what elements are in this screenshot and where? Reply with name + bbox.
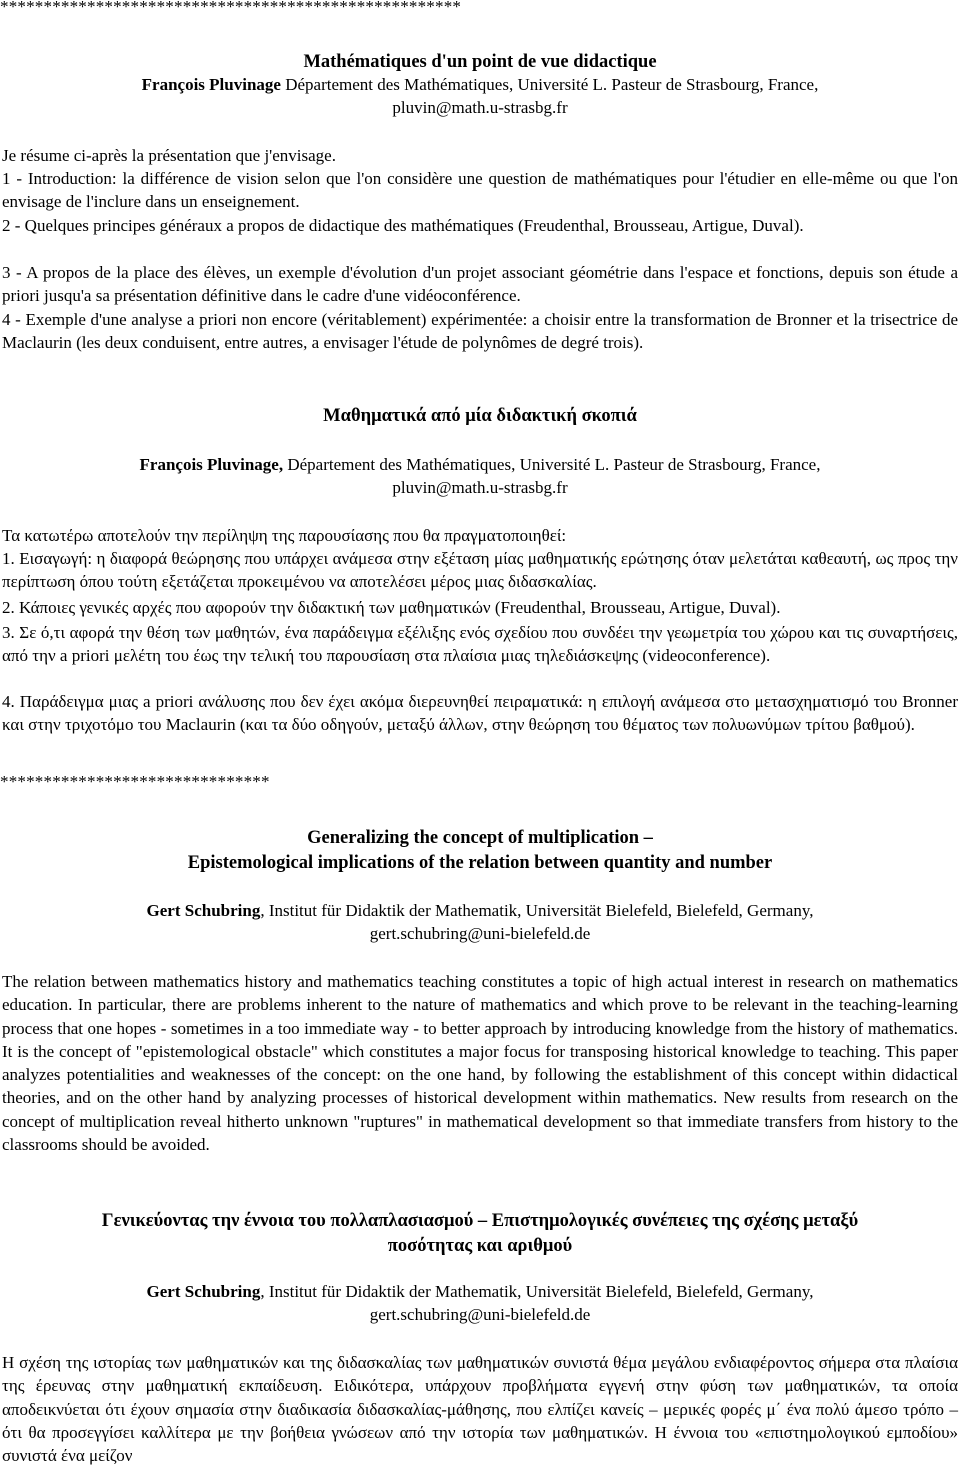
paper2-gr-author-line <box>0 1280 960 1304</box>
paper1-intro: Je résume ci-après la présentation que j'envisage. <box>2 146 336 165</box>
paper2-gr-affiliation: , Institut für Didaktik der Mathematik, Universität Bielefeld, Bielefeld, Germany, <box>260 1282 814 1301</box>
paper1-title: Mathématiques d'un point de vue didactique <box>303 52 657 72</box>
paper1-gr-item-1: 1. Εισαγωγή: η διαφορά θεώρησης που υπάρχει ανάμεσα στην εξέταση μίας μαθηματικής ερώτησης όταν μελετάται καθεαυτή, ως προς την περίπτωση όπου τούτη εξετάζεται προκειμένου να αποτελέσει μέρος μιας διδασκαλίας. <box>2 549 958 592</box>
paper1-gr-author: François Pluvinage, <box>139 455 284 474</box>
paper2-gr-author: Gert Schubring <box>146 1282 261 1301</box>
paper2-title-line2: Epistemological implications of the relation between quantity and number <box>187 853 773 873</box>
paper2-title-line1: Generalizing the concept of multiplication – <box>307 828 653 848</box>
separator-top: ***************************************************** <box>0 0 462 16</box>
separator-mid: ******************************* <box>0 772 270 791</box>
paper2-affiliation: , Institut für Didaktik der Mathematik, Universität Bielefeld, Bielefeld, Germany, <box>260 901 814 920</box>
paper1-author-line <box>0 73 960 97</box>
paper2-gr-title-line1: Γενικεύοντας την έννοια του πολλαπλασιασμού – Επιστημολογικές συνέπειες της σχέσης μεταξύ <box>101 1211 859 1231</box>
paper1-gr-item-3: 3. Σε ό,τι αφορά την θέση των μαθητών, ένα παράδειγμα εξέλιξης ενός σχεδίου που συνδέει την γεωμετρία του χώρου και τις συναρτήσεις, από την a priori μελέτη του έως την τελική του παρουσίαση στα πλαίσια μιας τηλεδιάσκεψης (videoconference). <box>2 623 958 666</box>
paper1-gr-title: Μαθηματικά από μία διδακτική σκοπιά <box>323 406 637 426</box>
paper2-abstract: The relation between mathematics history and mathematics teaching constitutes a topic of high actual interest in research on mathematics education. In particular, there are problems inherent to the nature of mathematics and which prove to be relevant in the teaching-learning process that one hopes - sometimes in a too immediate way - to better approach by introducing knowledge from the history of mathematics. It is the concept of "epistemological obstacle" which constitutes a major focus for transposing historical knowledge to teaching. This paper analyzes potentialities and weaknesses of the concept: on the one hand, by following the establishment of this concept within didactical theories, and on the other hand by analyzing processes of historical development within mathematics. New results from research on the concept of multiplication reveal hitherto unknown "ruptures" in mathematical development so that immediate transfers from history to the classrooms should be avoided. <box>2 972 958 1155</box>
paper1-item-2: 2 - Quelques principes généraux a propos de didactique des mathématiques (Freudenthal, Brousseau, Artigue, Duval). <box>2 216 804 235</box>
paper1-item-3: 3 - A propos de la place des élèves, un exemple d'évolution d'un projet associant géométrie dans l'espace et fonctions, depuis son étude a priori jusqu'a sa présentation définitive dans le cadre d'une vidéoconférence. <box>2 263 958 306</box>
paper1-author: François Pluvinage <box>141 75 281 94</box>
paper2-gr-email: gert.schubring@uni-bielefeld.de <box>369 1305 591 1324</box>
paper2-email: gert.schubring@uni-bielefeld.de <box>369 924 591 943</box>
paper1-gr-item-4: 4. Παράδειγμα μιας a priori ανάλυσης που δεν έχει ακόμα διερευνηθεί πειραματικά: η επιλογή ανάμεσα στο μετασχηματισμό του Bronner και στην τριχοτόμο του Maclaurin (και τα δύο οδηγούν, μεταξύ άλλων, στην θεώρηση του θέματος των πολυωνύμων τρίτου βαθμού). <box>2 692 958 735</box>
paper1-affiliation: Département des Mathématiques, Université L. Pasteur de Strasbourg, France, <box>285 75 819 94</box>
paper1-item-4: 4 - Exemple d'une analyse a priori non encore (véritablement) expérimentée: a choisir entre la transformation de Bronner et la trisectrice de Maclaurin (les deux conduisent, entre autres, a envisager l'étude de polynômes de degré trois). <box>2 310 958 353</box>
paper1-email: pluvin@math.u-strasbg.fr <box>392 98 568 117</box>
paper2-author: Gert Schubring <box>146 901 261 920</box>
paper2-gr-abstract: Η σχέση της ιστορίας των μαθηματικών και της διδασκαλίας των μαθηματικών συνιστά θέμα μεγάλου ενδιαφέροντος σήμερα στα πλαίσια της έρευνας στην μαθηματική εκπαίδευση. Ειδικότερα, υπάρχουν προβλήματα εγγενή στην φύση των μαθηματικών, τα οποία αποδεικνύεται ότι έχουν σημασία στην διαδικασία διδασκαλίας-μάθησης, που ελπίζει κανείς – μερικές φορές μ΄ ένα πολύ άμεσο τρόπο – ότι θα προσεγγίσει καλλίτερα με την βοήθεια γνώσεων από την ιστορία των μαθηματικών. Η έννοια του «επιστημολογικού εμποδίου» συνιστά ένα μείζον <box>2 1353 958 1466</box>
paper1-gr-item-2: 2. Κάποιες γενικές αρχές που αφορούν την διδακτική των μαθηματικών (Freudenthal, Brousseau, Artigue, Duval). <box>2 598 781 617</box>
paper1-gr-affiliation: Département des Mathématiques, Université L. Pasteur de Strasbourg, France, <box>287 455 821 474</box>
paper2-gr-title-line2: ποσότητας και αριθμού <box>387 1236 573 1256</box>
paper1-item-1: 1 - Introduction: la différence de vision selon que l'on considère une question de mathématiques pour l'étudier en elle-même ou que l'on envisage de l'inclure dans un enseignement. <box>2 169 958 212</box>
paper2-author-line <box>0 899 960 923</box>
paper1-gr-intro: Τα κατωτέρω αποτελούν την περίληψη της παρουσίασης που θα πραγματοποιηθεί: <box>2 526 567 545</box>
paper1-gr-email: pluvin@math.u-strasbg.fr <box>392 478 568 497</box>
paper1-gr-author-line <box>0 453 960 477</box>
